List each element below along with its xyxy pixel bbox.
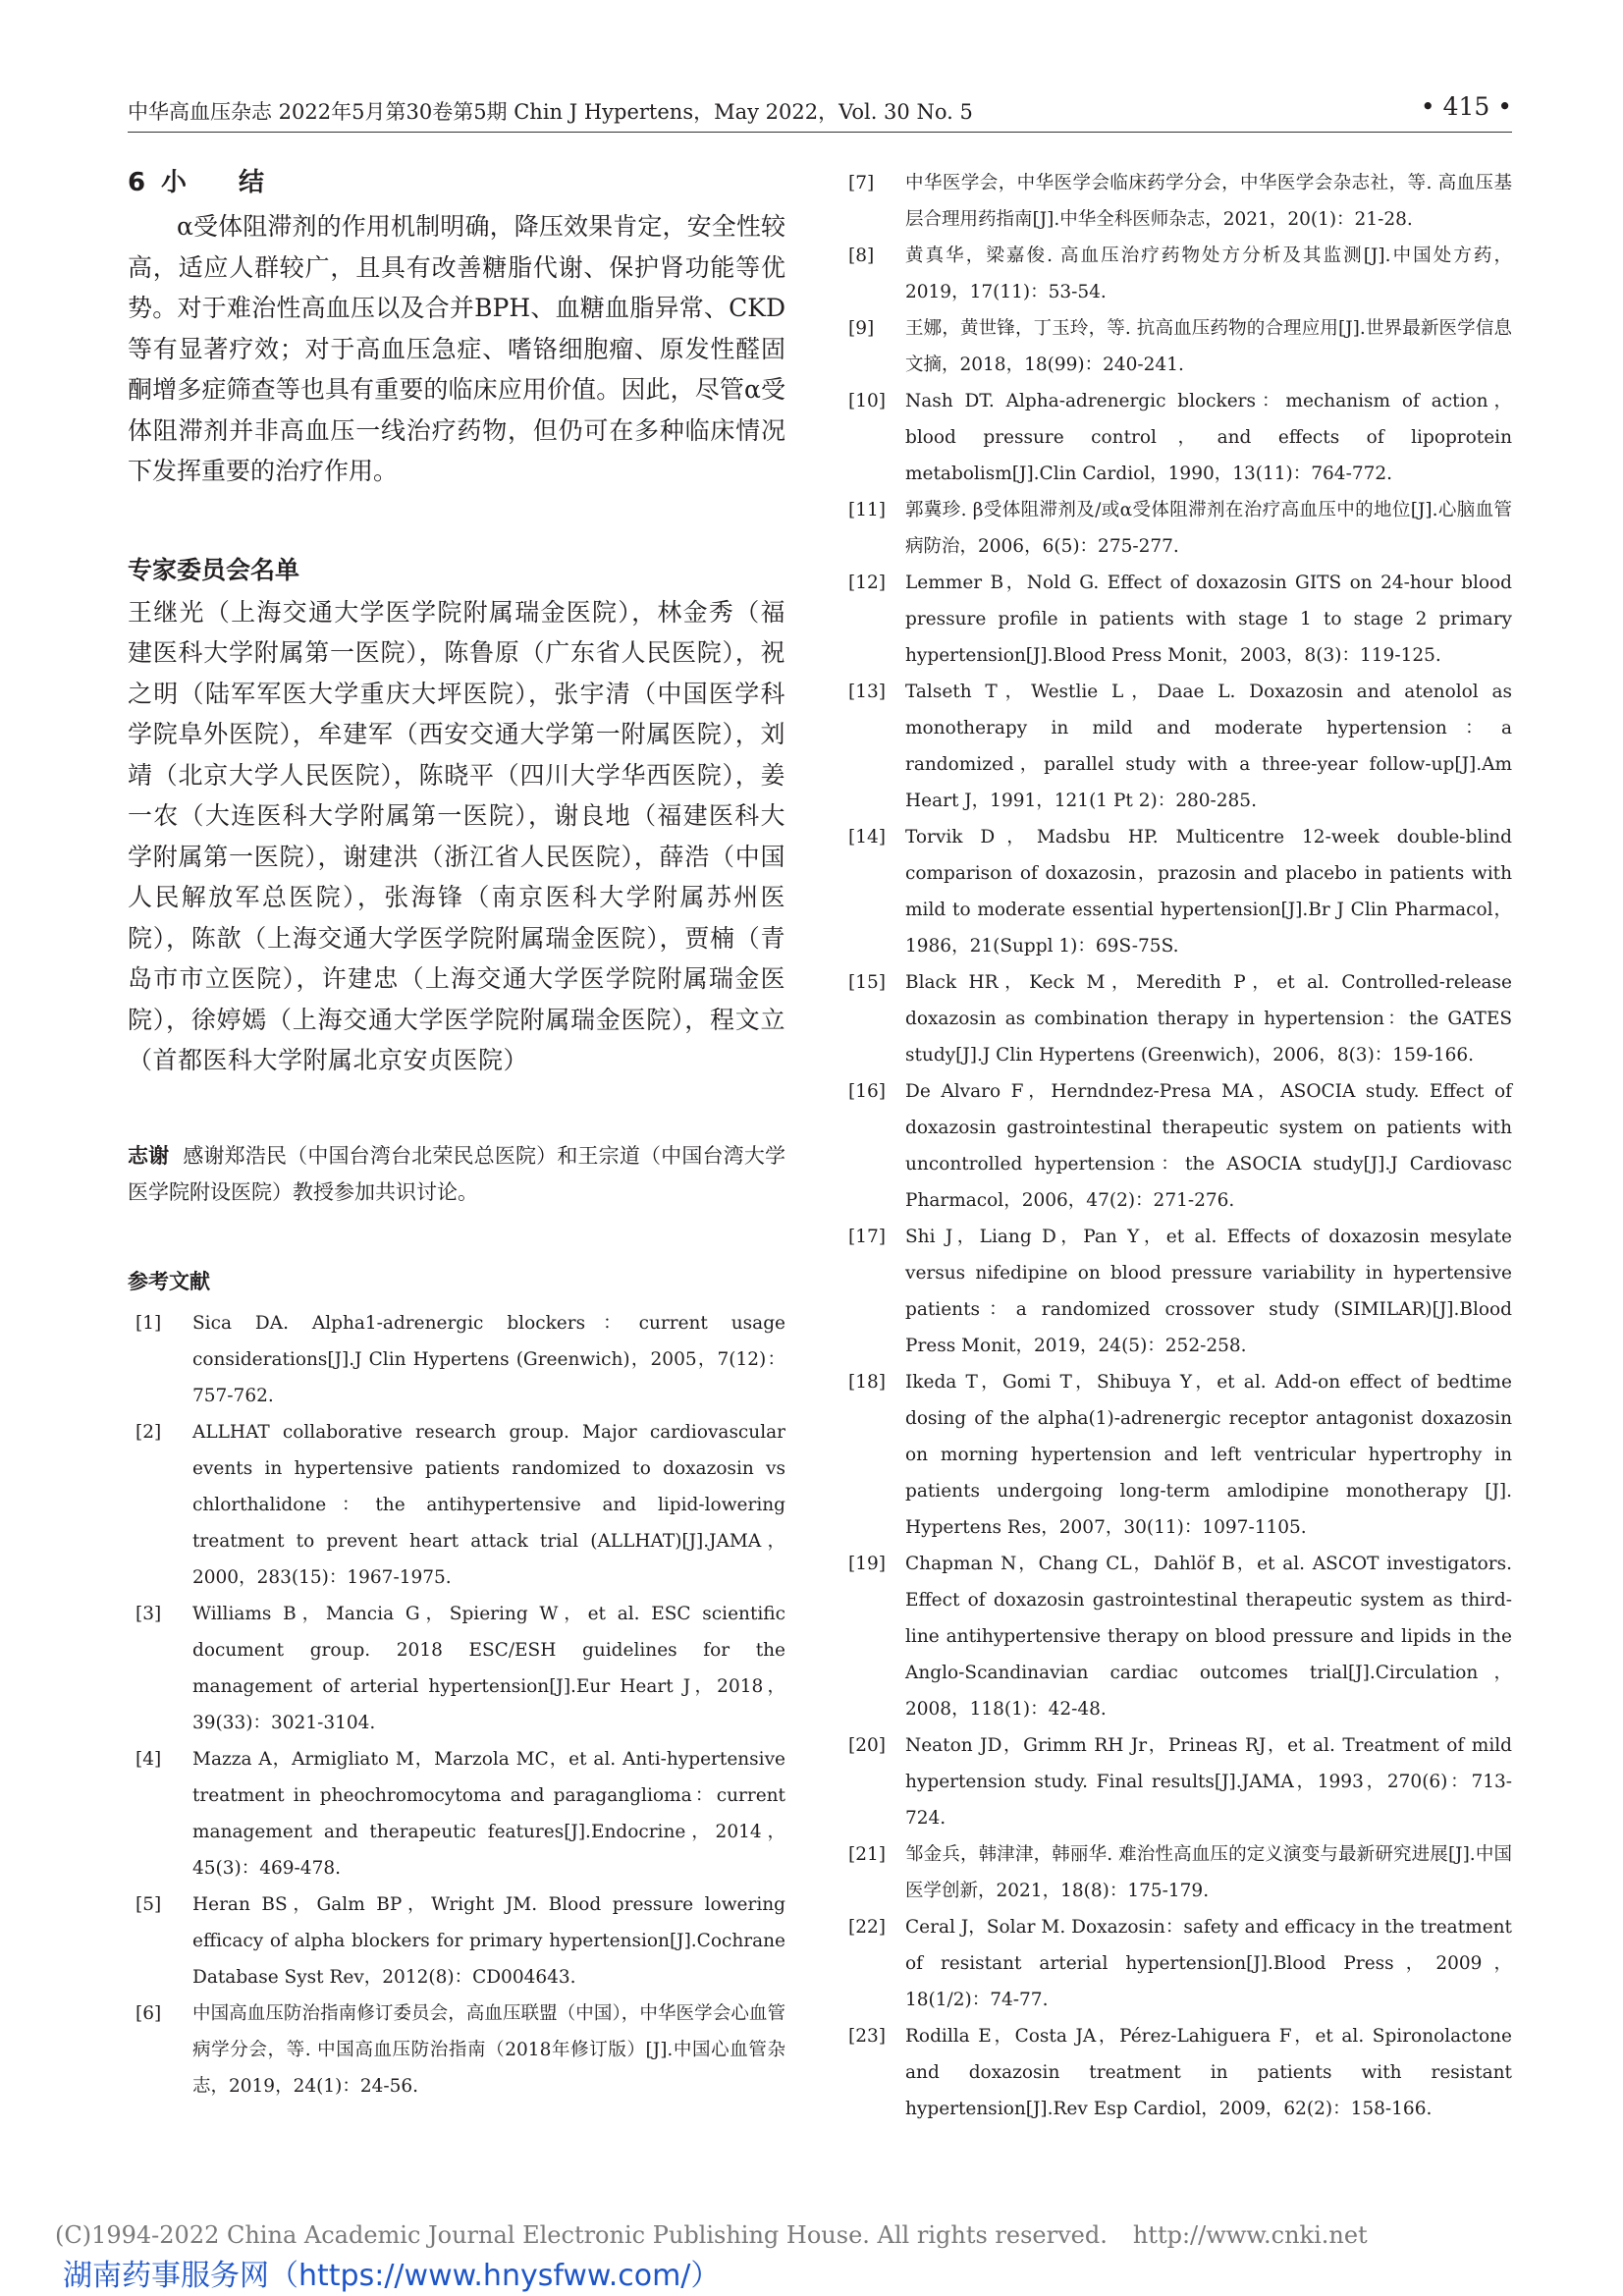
reference-number: [5] — [135, 1893, 162, 1915]
reference-item — [848, 674, 1512, 819]
reference-number: [2] — [135, 1421, 162, 1443]
reference-text: 郭冀珍. β受体阻滞剂及/或α受体阻滞剂在治疗高血压中的地位[J].心脑血管病防治，2006，6(5)：275-277. — [905, 500, 1512, 557]
reference-number: [17] — [848, 1227, 886, 1247]
reference-item — [848, 492, 1512, 565]
reference-text: Shi J，Liang D，Pan Y，et al. Effects of doxazosin mesylate versus nifedipine on blood pressure variability in hypertensive patients：a randomized crossover study (SIMILAR)[J].Blood Press Monit，2019，24(5)：252-258. — [905, 1227, 1512, 1356]
reference-number: [14] — [848, 827, 886, 847]
page-number: • 415 • — [1420, 92, 1512, 121]
reference-text: 王娜，黄世锋，丁玉玲，等. 抗高血压药物的合理应用[J].世界最新医学信息文摘，2018，18(99)：240-241. — [905, 318, 1512, 375]
reference-number: [13] — [848, 682, 886, 702]
reference-text: Torvik D，Madsbu HP. Multicentre 12-week double-blind comparison of doxazosin，prazosin and placebo in patients with mild to moderate essential hypertension[J].Br J Clin Pharmacol，1986，21(Suppl 1)：69S-75S. — [905, 827, 1512, 957]
reference-item — [848, 238, 1512, 310]
reference-number: [6] — [135, 2002, 162, 2024]
reference-text: 邹金兵，韩津津，韩丽华. 难治性高血压的定义演变与最新研究进展[J].中国医学创新，2021，18(8)：175-179. — [905, 1844, 1512, 1901]
reference-item — [848, 310, 1512, 383]
reference-item — [848, 1546, 1512, 1727]
reference-number: [12] — [848, 573, 886, 593]
summary-paragraph: α受体阻滞剂的作用机制明确，降压效果肯定，安全性较高，适应人群较广，且具有改善糖脂代谢、保护肾功能等优势。对于难治性高血压以及合并BPH、血糖血脂异常、CKD等有显著疗效；对于高血压急症、嗜铬细胞瘤、原发性醛固酮增多症筛查等也具有重要的临床应用价值。因此，尽管α受体阻滞剂并非高血压一线治疗药物，但仍可在多种临床情况下发挥重要的治疗作用。 — [128, 212, 785, 485]
reference-number: [11] — [848, 500, 886, 520]
references-heading: 参考文献 — [128, 1269, 210, 1293]
reference-item — [848, 565, 1512, 674]
reference-number: [7] — [848, 173, 875, 193]
reference-item — [848, 165, 1512, 238]
reference-text: Chapman N，Chang CL，Dahlöf B，et al. ASCOT investigators. Effect of doxazosin gastrointestinal therapeutic system as third-line antihypertensive therapy on blood pressure and lipids in the Anglo-Scandinavian cardiac outcomes trial[J].Circulation，2008，118(1)：42-48. — [905, 1554, 1512, 1720]
acknowledgement-label: 志谢 — [128, 1143, 170, 1168]
reference-item — [848, 1073, 1512, 1219]
reference-list-left — [128, 1305, 785, 2105]
copyright-text: (C)1994-2022 China Academic Journal Electronic Publishing House. All rights reserved. — [55, 2221, 1108, 2249]
reference-list-right — [848, 165, 1512, 2127]
reference-number: [23] — [848, 2026, 886, 2047]
reference-item — [128, 1305, 785, 1414]
reference-text: Sica DA. Alpha1-adrenergic blockers：current usage considerations[J].J Clin Hypertens (Greenwich)，2005，7(12)：757-762. — [192, 1312, 785, 1406]
reference-item — [848, 964, 1512, 1073]
right-column — [848, 165, 1512, 2127]
reference-text: Lemmer B，Nold G. Effect of doxazosin GITS on 24-hour blood pressure profile in patients with stage 1 to stage 2 primary hypertension[J].Blood Press Monit，2003，8(3)：119-125. — [905, 573, 1512, 666]
reference-text: De Alvaro F，Herndndez-Presa MA，ASOCIA study. Effect of doxazosin gastrointestinal therapeutic system on patients with uncontrolled hypertension：the ASOCIA study[J].J Cardiovasc Pharmacol，2006，47(2)：271-276. — [905, 1081, 1512, 1211]
reference-text: Rodilla E，Costa JA，Pérez-Lahiguera F，et al. Spironolactone and doxazosin treatment in patients with resistant hypertension[J].Rev Esp Cardiol，2009，62(2)：158-166. — [905, 2026, 1512, 2119]
reference-number: [21] — [848, 1844, 886, 1865]
reference-text: 中华医学会，中华医学会临床药学分会，中华医学会杂志社，等. 高血压基层合理用药指南[J].中华全科医师杂志，2021，20(1)：21-28. — [905, 173, 1512, 230]
cnki-link[interactable]: http://www.cnki.net — [1132, 2221, 1368, 2249]
reference-item — [128, 1886, 785, 1995]
section-number: 6 — [128, 168, 148, 197]
reference-item — [848, 819, 1512, 964]
reference-text: Williams B，Mancia G，Spiering W，et al. ESC scientific document group. 2018 ESC/ESH guidelines for the management of arterial hypertension[J].Eur Heart J，2018，39(33)：3021-3104. — [192, 1603, 785, 1733]
reference-item — [848, 1364, 1512, 1546]
reference-text: Neaton JD，Grimm RH Jr，Prineas RJ，et al. Treatment of mild hypertension study. Final results[J].JAMA，1993，270(6)：713-724. — [905, 1735, 1512, 1829]
reference-item — [848, 383, 1512, 492]
reference-text: Mazza A，Armigliato M，Marzola MC，et al. Anti-hypertensive treatment in pheochromocytoma and paraganglioma：current management and therapeutic features[J].Endocrine，2014，45(3)：469-478. — [192, 1748, 785, 1879]
committee-heading: 专家委员会名单 — [128, 555, 300, 584]
reference-number: [1] — [135, 1312, 162, 1334]
reference-item — [848, 2018, 1512, 2127]
reference-item — [128, 1995, 785, 2105]
reference-number: [18] — [848, 1372, 886, 1393]
summary-heading — [128, 162, 785, 198]
reference-item — [128, 1741, 785, 1886]
reference-text: 黄真华，梁嘉俊. 高血压治疗药物处方分析及其监测[J].中国处方药，2019，17(11)：53-54. — [905, 246, 1512, 302]
reference-item — [848, 1909, 1512, 2018]
reference-text: Talseth T，Westlie L，Daae L. Doxazosin and atenolol as monotherapy in mild and moderate hypertension：a randomized，parallel study with a three-year follow-up[J].Am Heart J，1991，121(1 Pt 2)：280-285. — [905, 682, 1512, 811]
acknowledgement — [128, 1138, 785, 1211]
reference-number: [15] — [848, 972, 886, 993]
reference-text: Nash DT. Alpha-adrenergic blockers：mechanism of action，blood pressure control，and effects of lipoprotein metabolism[J].Clin Cardiol，1990，13(11)：764-772. — [905, 391, 1512, 484]
running-header — [128, 92, 1512, 133]
left-column — [128, 162, 785, 2105]
reference-number: [10] — [848, 391, 886, 411]
section-title: 小 结 — [161, 168, 287, 197]
reference-text: Ceral J，Solar M. Doxazosin：safety and efficacy in the treatment of resistant arterial hypertension[J].Blood Press，2009，18(1/2)：74-77. — [905, 1917, 1512, 2010]
reference-number: [22] — [848, 1917, 886, 1938]
reference-item — [128, 1414, 785, 1596]
reference-text: Black HR，Keck M，Meredith P，et al. Controlled-release doxazosin as combination therapy in hypertension：the GATES study[J].J Clin Hypertens (Greenwich)，2006，8(3)：159-166. — [905, 972, 1512, 1066]
reference-number: [16] — [848, 1081, 886, 1102]
reference-item — [128, 1596, 785, 1741]
committee-list: 王继光（上海交通大学医学院附属瑞金医院），林金秀（福建医科大学附属第一医院），陈鲁原（广东省人民医院），祝之明（陆军军医大学重庆大坪医院），张宇清（中国医学科学院阜外医院），牟建军（西安交通大学第一附属医院），刘靖（北京大学人民医院），陈晓平（四川大学华西医院），姜一农（大连医科大学附属第一医院），谢良地（福建医科大学附属第一医院），谢建洪（浙江省人民医院），薛浩（中国人民解放军总医院），张海锋（南京医科大学附属苏州医院），陈歆（上海交通大学医学院附属瑞金医院），贾楠（青岛市市立医院），许建忠（上海交通大学医学院附属瑞金医院），徐婷嫣（上海交通大学医学院附属瑞金医院），程文立（首都医科大学附属北京安贞医院） — [128, 597, 785, 1074]
reference-text: ALLHAT collaborative research group. Major cardiovascular events in hypertensive patients randomized to doxazosin vs chlorthalidone：the antihypertensive and lipid-lowering treatment to prevent heart attack trial (ALLHAT)[J].JAMA，2000，283(15)：1967-1975. — [192, 1421, 785, 1588]
copyright-footer — [55, 2221, 1368, 2249]
reference-text: Ikeda T，Gomi T，Shibuya Y，et al. Add-on effect of bedtime dosing of the alpha(1)-adrenergic receptor antagonist doxazosin on morning hypertension and left ventricular hypertrophy in patients undergoing long-term amlodipine monotherapy [J]. Hypertens Res，2007，30(11)：1097-1105. — [905, 1372, 1512, 1538]
reference-number: [20] — [848, 1735, 886, 1756]
acknowledgement-text: 感谢郑浩民（中国台湾台北荣民总医院）和王宗道（中国台湾大学医学院附设医院）教授参加共识讨论。 — [128, 1143, 786, 1204]
reference-number: [19] — [848, 1554, 886, 1574]
reference-text: Heran BS，Galm BP，Wright JM. Blood pressure lowering efficacy of alpha blockers for primary hypertension[J].Cochrane Database Syst Rev，2012(8)：CD004643. — [192, 1893, 785, 1988]
reference-number: [4] — [135, 1748, 162, 1770]
website-watermark[interactable]: 湖南药事服务网（https://www.hnysfww.com/） — [63, 2259, 721, 2293]
journal-citation: 中华高血压杂志 2022年5月第30卷第5期 Chin J Hypertens，May 2022，Vol. 30 No. 5 — [128, 100, 973, 124]
reference-number: [3] — [135, 1603, 162, 1624]
reference-item — [848, 1727, 1512, 1836]
reference-number: [9] — [848, 318, 875, 339]
reference-text: 中国高血压防治指南修订委员会，高血压联盟（中国），中华医学会心血管病学分会，等. 中国高血压防治指南（2018年修订版）[J].中国心血管杂志，2019，24(1)：24-56. — [192, 2002, 785, 2097]
reference-item — [848, 1219, 1512, 1364]
reference-number: [8] — [848, 246, 875, 266]
reference-item — [848, 1836, 1512, 1909]
